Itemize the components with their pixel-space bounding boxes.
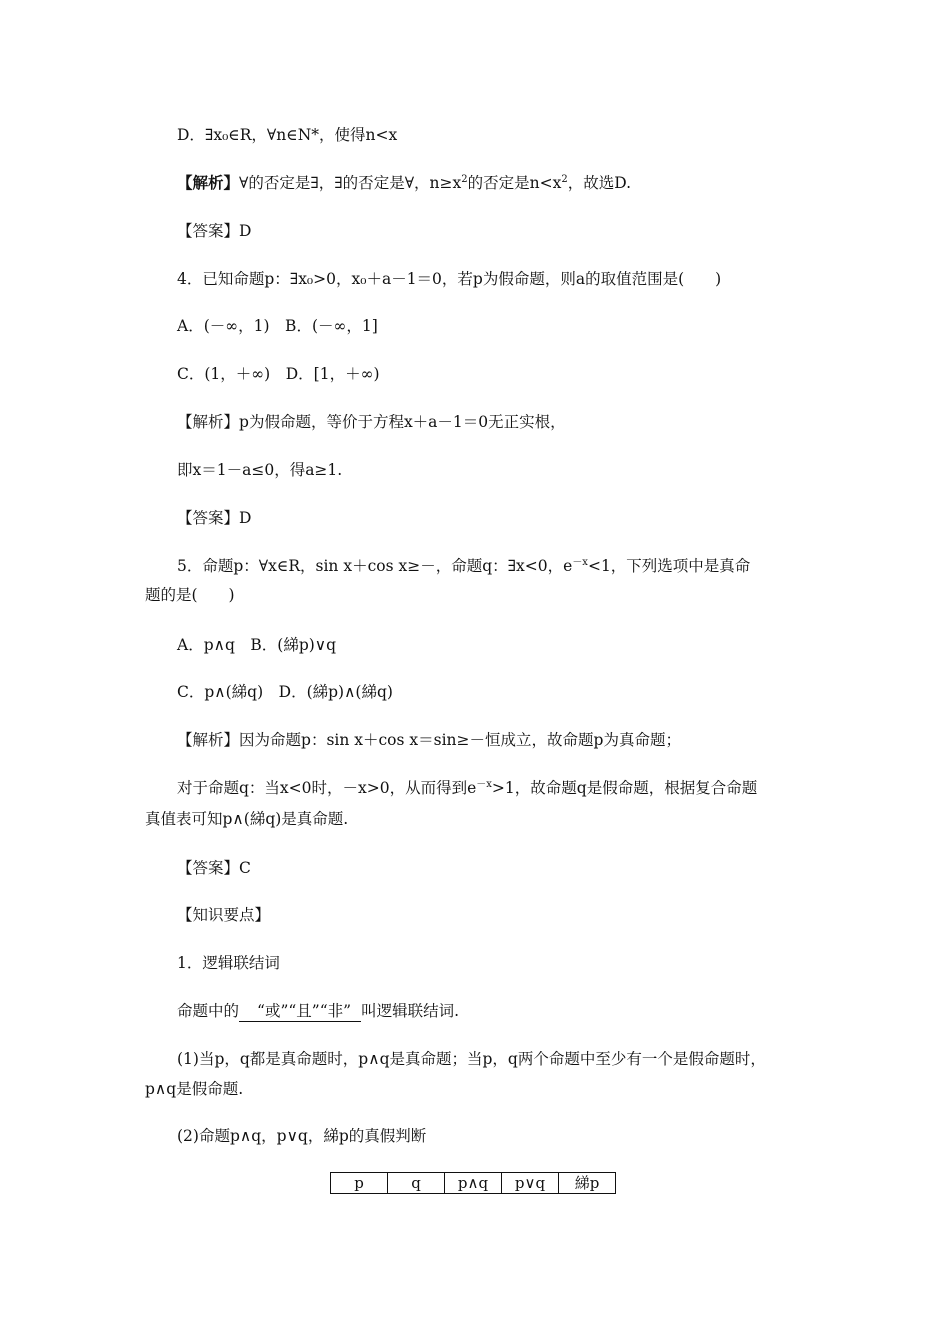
knowledge-p2: (2)命题p∧q，p∨q，綈p的真假判断 (177, 1127, 427, 1145)
q5-stem-line2: 题的是( ) (145, 586, 235, 604)
definition-fill-blank: “或”“且”“非” (239, 1001, 361, 1022)
analysis-text-b: n≥x (429, 174, 462, 192)
truth-table-header-row (331, 1173, 616, 1194)
q3-analysis (177, 172, 631, 194)
knowledge-p1-line1: (1)当p，q都是真命题时，p∧q是真命题；当p，q两个命题中至少有一个是假命题时， (177, 1050, 766, 1068)
q5-stem-line1 (177, 555, 750, 577)
q4-options-ab: A．(－∞，1) B．(－∞，1] (177, 317, 378, 335)
q5-analysis-line2 (177, 777, 757, 799)
q4-options-cd: C．(1，＋∞) D．[1，＋∞) (177, 365, 380, 383)
q5-answer: 【答案】C (177, 859, 251, 877)
q5-stem-exponent: －x (572, 556, 588, 568)
header-q: q (388, 1173, 445, 1194)
superscript-2: 2 (461, 173, 468, 185)
analysis-text-e: ，故选D. (567, 174, 632, 192)
q5-options-ab: A．p∧q B．(綈p)∨q (177, 636, 337, 654)
header-p: p (331, 1173, 388, 1194)
q5-stem-text-b: <1，下列选项中是真命 (587, 557, 751, 575)
q4-stem: 4．已知命题p：∃x₀>0，x₀＋a－1＝0，若p为假命题，则a的取值范围是( ) (177, 270, 722, 288)
analysis-tag: 【解析】 (177, 173, 240, 192)
analysis-text-a: ∀的否定是∃，∃的否定是∀， (239, 174, 430, 192)
analysis-tag: 【解析】 (177, 731, 240, 749)
analysis-text-b: >1，故命题q是假命题，根据复合命题 (491, 779, 758, 797)
q3-option-d: D．∃x₀∈R，∀n∈N*，使得n<x (177, 126, 398, 144)
q5-analysis (177, 729, 681, 751)
analysis-text-d: n<x (529, 174, 562, 192)
superscript-2b: 2 (561, 173, 568, 185)
analysis-text: p为假命题，等价于方程x＋a－1＝0无正实根， (239, 413, 566, 431)
q4-analysis (177, 411, 566, 433)
q5-analysis-line3: 真值表可知p∧(綈q)是真命题. (145, 810, 349, 828)
header-p-or-q: p∨q (502, 1173, 559, 1194)
knowledge-heading: 【知识要点】 (177, 906, 271, 924)
q3-answer: 【答案】D (177, 222, 252, 240)
q4-answer: 【答案】D (177, 509, 252, 527)
knowledge-item-1: 1．逻辑联结词 (177, 954, 280, 972)
q4-analysis-cont: 即x＝1－a≤0，得a≥1. (177, 461, 343, 479)
knowledge-definition (177, 1000, 459, 1022)
analysis-text-a: 对于命题q：当x<0时，－x>0，从而得到e (177, 779, 477, 797)
analysis-exponent: －x (476, 778, 492, 790)
q5-stem-text: 5．命题p：∀x∈R，sin x＋cos x≥－，命题q：∃x<0，e (177, 557, 573, 575)
analysis-tag: 【解析】 (177, 413, 240, 431)
analysis-text: 因为命题p：sin x＋cos x＝sin≥－恒成立，故命题p为真命题； (239, 731, 681, 749)
q5-options-cd: C．p∧(綈q) D．(綈p)∧(綈q) (177, 683, 393, 701)
header-not-p: 綈p (559, 1173, 616, 1194)
header-p-and-q: p∧q (445, 1173, 502, 1194)
definition-prefix: 命题中的 (177, 1002, 240, 1020)
knowledge-p1-line2: p∧q是假命题. (145, 1080, 244, 1098)
analysis-text-c: 的否定是 (467, 174, 530, 192)
truth-table (330, 1172, 616, 1194)
definition-suffix: 叫逻辑联结词. (361, 1002, 459, 1020)
